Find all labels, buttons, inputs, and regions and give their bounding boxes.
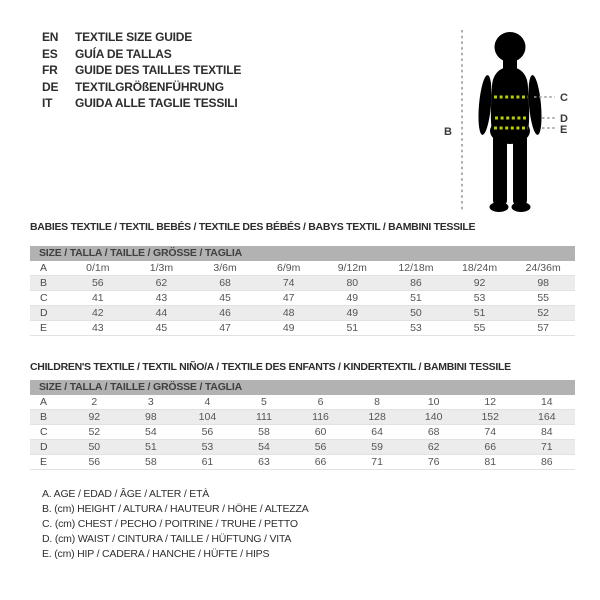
table-cell: 56 [314,441,327,453]
language-code: ES [42,46,58,61]
table-cell: 140 [424,411,443,423]
table-cell: 1/3m [149,262,174,274]
size-diagram [430,8,600,220]
legend-line: B. (cm) HEIGHT / ALTURA / HAUTEUR / HÖHE / ALTEZZA [42,503,309,515]
table-cell: 48 [282,307,295,319]
row-label: A [40,262,48,274]
table-cell: 5 [261,396,267,408]
table-cell: 52 [537,307,550,319]
table-cell: 71 [371,456,383,468]
table-cell: 45 [155,322,168,334]
language-row [42,46,241,63]
size-header-bar: SIZE / TALLA / TAILLE / GRÖSSE / TAGLIA [30,380,575,395]
table-cell: 86 [410,277,422,289]
table-row-A [30,261,575,276]
table-cell: 53 [473,292,486,304]
table-cell: 3 [147,396,154,408]
table-cell: 68 [427,426,440,438]
table-cell: 98 [537,277,550,289]
hip-marker-label: E [560,124,568,136]
table-cell: 104 [198,411,217,423]
table-cell: 86 [540,456,553,468]
table-cell: 6/9m [277,262,301,274]
table-cell: 62 [427,441,440,453]
table-cell: 41 [91,292,104,304]
table-cell: 9/12m [337,262,367,274]
row-label: E [40,322,48,334]
table-cell: 81 [484,456,497,468]
table-cell: 53 [201,441,214,453]
table-cell: 49 [346,307,359,319]
table-cell: 128 [368,411,386,423]
table-cell: 80 [346,277,359,289]
table-cell: 56 [91,277,104,289]
table-cell: 51 [346,322,359,334]
language-list [42,29,241,112]
babies-section-title: BABIES TEXTILE / TEXTIL BEBÉS / TEXTILE DES BÉBÉS / BABYS TEXTIL / BAMBINI TESSILE [30,221,476,233]
language-label: TEXTILE SIZE GUIDE [75,30,193,44]
table-cell: 43 [91,322,104,334]
children-section [30,361,575,470]
table-cell: 24/36m [525,262,561,274]
table-cell: 56 [201,426,214,438]
table-cell: 60 [314,426,327,438]
table-cell: 12/18m [398,262,434,274]
table-cell: 0/1m [86,262,110,274]
legend-line: C. (cm) CHEST / PECHO / POITRINE / TRUHE / PETTO [42,518,298,530]
row-label: B [40,277,48,289]
child-silhouette-icon [476,32,543,212]
child-figure-svg [430,8,600,220]
table-cell: 64 [371,426,383,438]
table-row-C [30,425,575,440]
table-cell: 49 [346,292,359,304]
table-cell: 116 [312,411,329,423]
table-cell: 62 [155,277,168,289]
row-label: E [40,456,48,468]
table-cell: 55 [473,322,486,334]
table-cell: 54 [258,441,270,453]
row-label: C [40,292,48,304]
table-cell: 74 [282,277,295,289]
table-cell: 53 [410,322,422,334]
table-cell: 71 [540,441,553,453]
chest-marker-label: C [560,92,568,104]
table-cell: 61 [201,456,214,468]
table-row-B [30,276,575,291]
babies-section [30,221,575,336]
row-label: C [40,426,48,438]
language-row [42,95,241,112]
table-cell: 51 [473,307,486,319]
legend-line: A. AGE / EDAD / ÂGE / ALTER / ETÀ [42,488,210,500]
waist-marker-label: D [560,113,568,125]
table-cell: 66 [314,456,327,468]
language-label: GUÍA DE TALLAS [75,46,172,61]
table-cell: 76 [427,456,440,468]
table-cell: 12 [484,396,497,408]
table-cell: 14 [540,396,553,408]
table-cell: 51 [145,441,157,453]
language-label: TEXTILGRÖßENFÜHRUNG [75,79,224,94]
table-cell: 18/24m [462,262,498,274]
table-cell: 164 [538,411,556,423]
table-cell: 57 [537,322,550,334]
table-row-D [30,306,575,321]
table-row-A [30,395,575,410]
language-row [42,29,241,46]
table-cell: 52 [88,426,101,438]
table-cell: 10 [427,396,440,408]
table-cell: 59 [371,441,383,453]
size-header-bar: SIZE / TALLA / TAILLE / GRÖSSE / TAGLIA [30,246,575,261]
table-cell: 46 [219,307,231,319]
table-cell: 55 [537,292,550,304]
table-cell: 8 [374,396,381,408]
table-cell: 54 [145,426,157,438]
table-row-B [30,410,575,425]
row-label: A [40,396,48,408]
babies-size-table [30,246,575,336]
children-section-title: CHILDREN'S TEXTILE / TEXTIL NIÑO/A / TEXTILE DES ENFANTS / KINDERTEXTIL / BAMBINI TESSILE [30,361,511,373]
height-marker-label: B [444,126,452,138]
row-label: D [40,307,48,319]
table-cell: 92 [473,277,486,289]
table-cell: 56 [88,456,101,468]
children-size-table [30,380,575,470]
row-label: B [40,411,48,423]
table-cell: 92 [88,411,101,423]
table-cell: 49 [282,322,295,334]
table-cell: 51 [410,292,422,304]
table-cell: 43 [155,292,168,304]
table-cell: 45 [219,292,231,304]
language-row [42,79,241,96]
table-cell: 98 [145,411,157,423]
language-label: GUIDA ALLE TAGLIE TESSILI [75,96,238,110]
table-cell: 42 [91,307,104,319]
table-cell: 4 [204,396,211,408]
table-cell: 50 [88,441,101,453]
language-code: FR [42,63,58,77]
table-cell: 2 [91,396,98,408]
table-cell: 68 [219,277,231,289]
table-cell: 63 [258,456,270,468]
table-cell: 84 [540,426,553,438]
row-label: D [40,441,48,453]
table-cell: 44 [155,307,168,319]
table-row-E [30,321,575,336]
table-cell: 3/6m [213,262,237,274]
table-row-D [30,440,575,455]
table-cell: 111 [255,411,272,423]
legend-line: D. (cm) WAIST / CINTURA / TAILLE / HÜFTUNG / VITA [42,533,292,545]
table-cell: 58 [258,426,270,438]
table-cell: 152 [481,411,499,423]
language-code: IT [42,96,53,110]
table-cell: 50 [410,307,422,319]
measurement-legend [42,487,309,562]
table-row-E [30,455,575,470]
table-cell: 58 [145,456,157,468]
table-cell: 74 [484,426,497,438]
language-code: DE [42,79,59,94]
language-label: GUIDE DES TAILLES TEXTILE [75,63,242,77]
language-code: EN [42,30,59,44]
legend-line: E. (cm) HIP / CADERA / HANCHE / HÜFTE / HIPS [42,548,270,560]
table-cell: 6 [317,396,324,408]
table-row-C [30,291,575,306]
table-cell: 47 [219,322,231,334]
table-cell: 66 [484,441,497,453]
table-cell: 47 [282,292,295,304]
language-row [42,62,241,79]
